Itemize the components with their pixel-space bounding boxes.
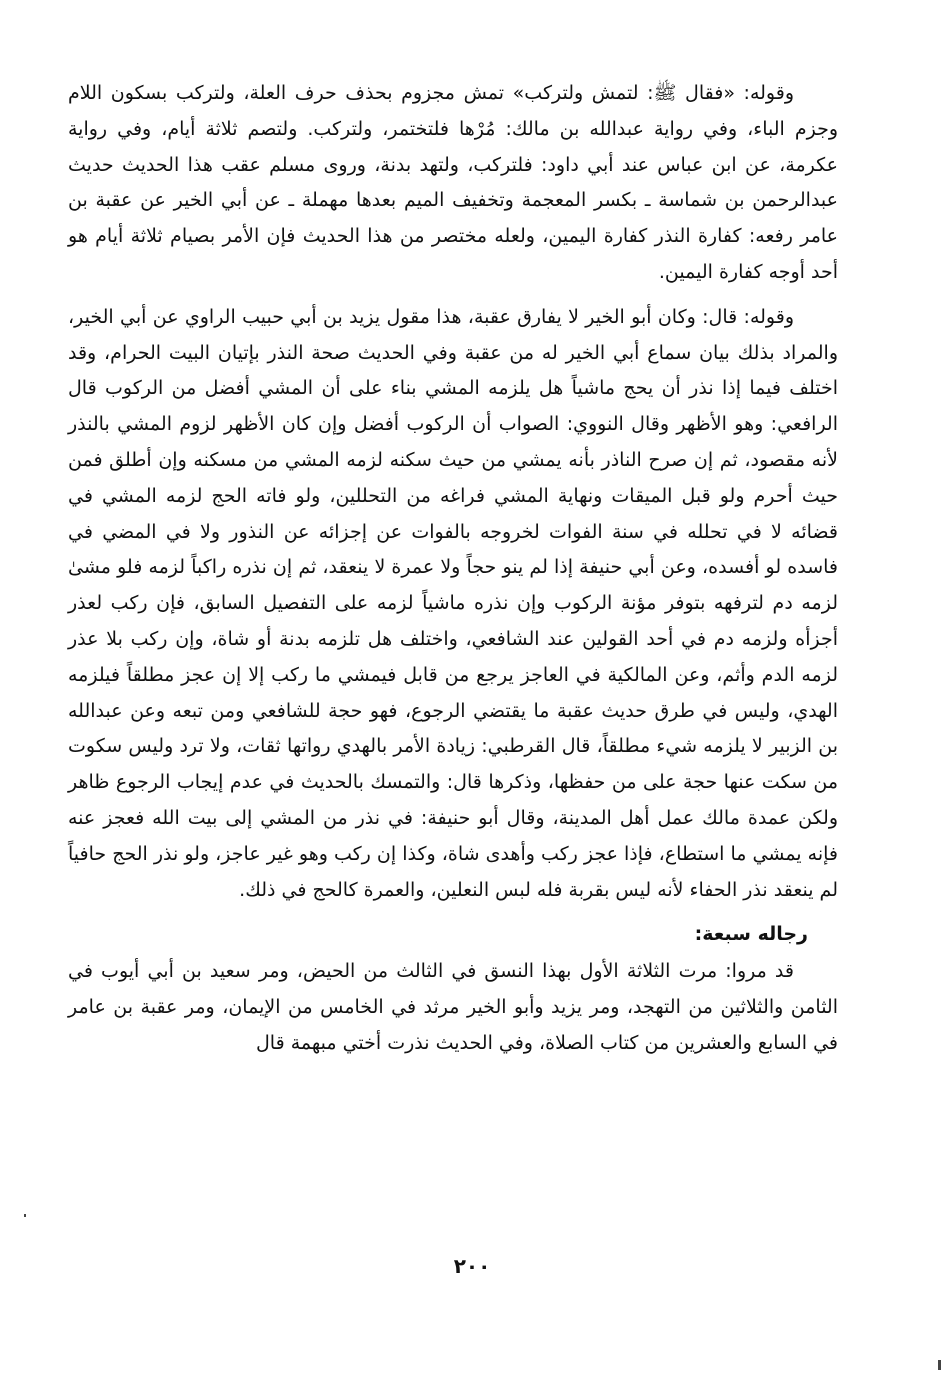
section-heading: رجاله سبعة: [694, 923, 808, 946]
page-number: ٢٠٠ [453, 1254, 491, 1278]
scan-edge-mark [938, 1360, 941, 1370]
scan-speck [24, 1214, 26, 1217]
page-text-block [68, 76, 838, 1062]
paragraph-narrators: قد مروا: مرت الثلاثة الأول بهذا النسق في الثالث من الحيض، ومر سعيد بن أبي أيوب في الثامن والثلاثين من التهجد، ومر يزيد وأبو الخير مرثد في الخامس من الإيمان، ومر عقبة بن عامر في السابع والعشرين من كتاب الصلاة، وفي الحديث نذرت أختي مبهمة قال [68, 960, 838, 1054]
paragraph-walking-vow: وقوله: قال: وكان أبو الخير لا يفارق عقبة، هذا مقول يزيد بن أبي حبيب الراوي عن أبي الخير، والمراد بذلك بيان سماع أبي الخير له من عقبة وفي الحديث صحة النذر بإتيان البيت الحرام، وقد اختلف فيما إذا نذر أن يحج ماشياً هل يلزمه المشي بناء على أن المشي أفضل من الركوب قال الرافعي: وهو الأظهر وقال النووي: الصواب أن الركوب أفضل وإن كان الأظهر لزوم المشي بالنذر لأنه مقصود، ثم إن صرح الناذر بأنه يمشي من حيث سكنه لزمه المشي من مسكنه وإن أطلق فمن حيث أحرم ولو قبل الميقات ونهاية المشي فراغه من التحللين، ولو فاته الحج لزمه المشي في قضائه لا في تحلله في سنة الفوات لخروجه بالفوات عن إجزائه عن النذور ولا في المضي في فاسده لو أفسده، وعن أبي حنيفة إذا لم ينو حجاً ولا عمرة لا ينعقد، ثم إن نذره راكباً لزمه فلو مشىٰ لزمه دم لترفهه بتوفر مؤنة الركوب وإن نذره ماشياً لزمه على التفصيل السابق، فإن ركب لعذر أجزأه ولزمه دم في أحد القولين عند الشافعي، واختلف هل تلزمه بدنة أو شاة، وإن ركب بلا عذر لزمه الدم وأثم، وعن المالكية في العاجز يرجع من قابل فيمشي ما ركب إلا إن عجز مطلقاً فيلزمه الهدي، وليس في طرق حديث عقبة ما يقتضي الرجوع، فهو حجة للشافعي ومن تبعه وعن عبدالله بن الزبير لا يلزمه شيء مطلقاً، قال القرطبي: زيادة الأمر بالهدي رواتها ثقات، ولا ترد وليس سكوت من سكت عنها حجة على من حفظها، وذكرها قال: والتمسك بالحديث في عدم إيجاب الرجوع ظاهر ولكن عمدة مالك عمل أهل المدينة، وقال أبو حنيفة: في نذر من المشي إلى بيت الله فعجز عنه فإنه يمشي ما استطاع، فإذا عجز ركب وأهدى شاة، وكذا إن ركب وهو غير عاجز، ولو نذر الحج حافياً لم ينعقد نذر الحفاء لأنه ليس بقربة فله لبس النعلين، والعمرة كالحج في ذلك. [68, 305, 838, 901]
paragraph-hadith-commentary: وقوله: «فقال ﷺ: لتمش ولتركب» تمش مجزوم بحذف حرف العلة، ولتركب بسكون اللام وجزم الباء، وفي رواية عبدالله بن مالك: مُرْها فلتختمر، ولتركب. ولتصم ثلاثة أيام، وفي رواية عكرمة، عن ابن عباس عند أبي داود: فلتركب، ولتهد بدنة، وروى مسلم عقب هذا الحديث حديث عبدالرحمن بن شماسة ـ بكسر المعجمة وتخفيف الميم بعدها مهملة ـ عن أبي الخير عن عقبة بن عامر رفعه: كفارة النذر كفارة اليمين، ولعله مختصر من هذا الحديث فإن الأمر بصيام ثلاثة أيام هو أحد أوجه كفارة اليمين. [68, 82, 838, 283]
